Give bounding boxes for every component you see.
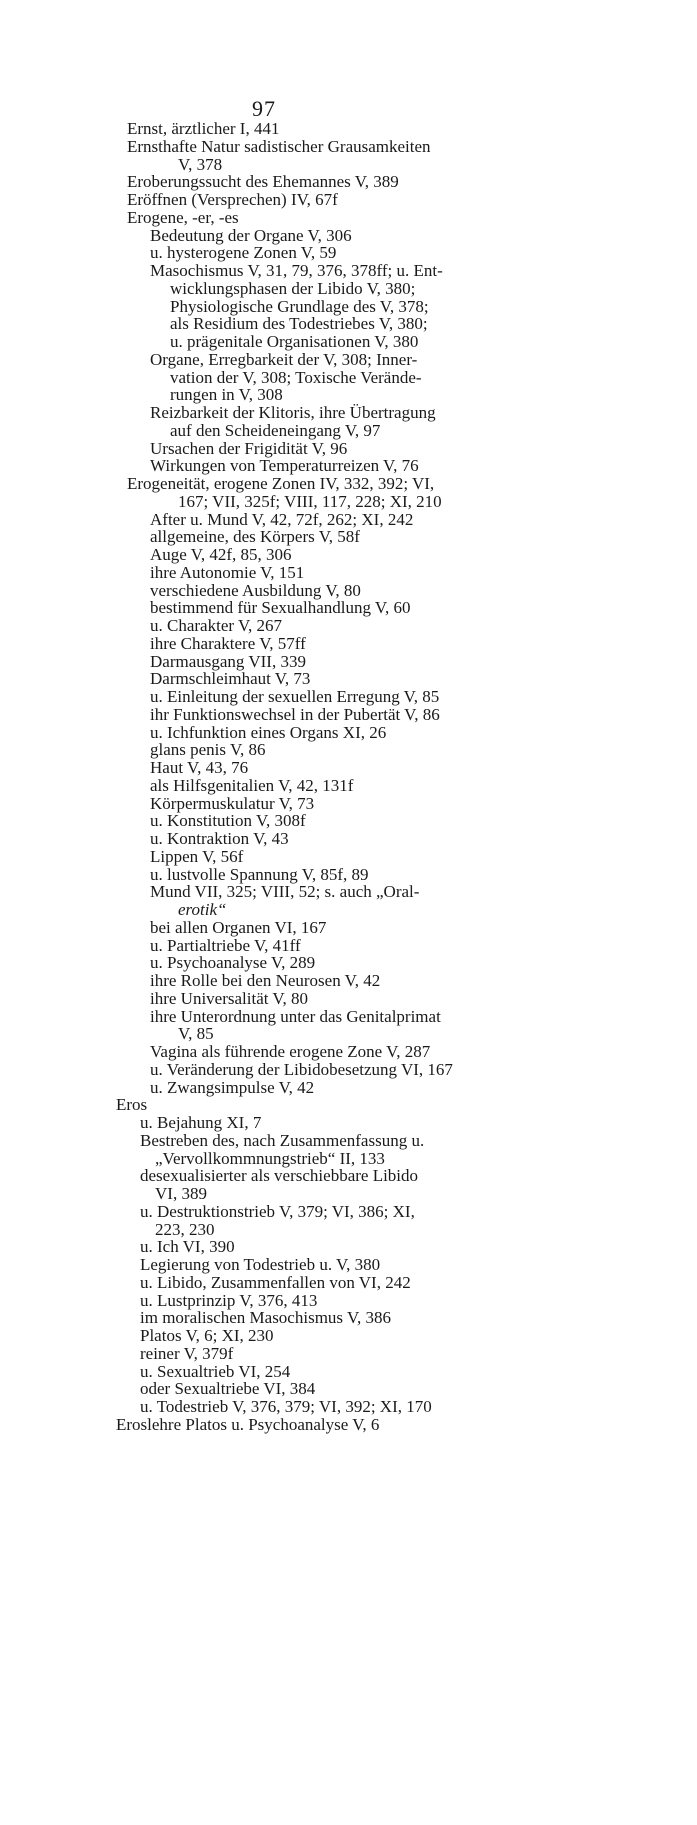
index-entry: verschiedene Ausbildung V, 80 — [150, 580, 361, 600]
index-entry: Ernsthafte Natur sadistischer Grausamkeiten — [127, 136, 431, 156]
index-entry: u. Konstitution V, 308f — [150, 811, 306, 831]
index-entry: Körpermuskulatur V, 73 — [150, 793, 315, 813]
index-entry: Platos V, 6; XI, 230 — [140, 1326, 274, 1345]
index-entry: Ursachen der Frigidität V, 96 — [150, 438, 348, 458]
index-entry: glans penis V, 86 — [150, 740, 266, 760]
index-entry: ihre Autonomie V, 151 — [150, 562, 305, 582]
index-entry: u. Todestrieb V, 376, 379; VI, 392; XI, 170 — [140, 1397, 432, 1416]
index-entry: u. Veränderung der Libidobesetzung VI, 167 — [150, 1059, 453, 1079]
index-entry: ihre Universalität V, 80 — [150, 988, 309, 1008]
index-entry: als Hilfsgenitalien V, 42, 131f — [150, 775, 354, 795]
index-entry: u. Zwangsimpulse V, 42 — [150, 1077, 315, 1097]
index-entry: ihre Rolle bei den Neurosen V, 42 — [150, 971, 381, 990]
index-entry: Eröffnen (Versprechen) IV, 67f — [127, 190, 338, 209]
index-entry: u. lustvolle Spannung V, 85f, 89 — [150, 864, 369, 884]
index-entry: 223, 230 — [155, 1219, 215, 1239]
index-entry: u. Lustprinzip V, 376, 413 — [140, 1290, 318, 1310]
index-entry: Eroberungssucht des Ehemannes V, 389 — [127, 172, 399, 192]
index-entry: Lippen V, 56f — [150, 846, 244, 866]
index-entry: Erogeneität, erogene Zonen IV, 332, 392; VI, — [127, 474, 435, 493]
index-entry: Bestreben des, nach Zusammenfassung u. — [140, 1130, 425, 1150]
index-entry: u. Charakter V, 267 — [150, 616, 283, 635]
index-entry: Erogene, -er, -es — [127, 207, 239, 227]
index-entry: u. Sexualtrieb VI, 254 — [140, 1361, 291, 1381]
index-entry: VI, 389 — [155, 1184, 207, 1203]
index-entry: Wirkungen von Temperaturreizen V, 76 — [150, 456, 419, 476]
index-entry: desexualisierter als verschiebbare Libido — [140, 1166, 419, 1186]
index-entry: als Residium des Todestriebes V, 380; — [170, 314, 428, 334]
index-list — [0, 120, 697, 1434]
index-entry: u. Ich VI, 390 — [140, 1237, 235, 1257]
index-entry: u. Libido, Zusammenfallen von VI, 242 — [140, 1272, 411, 1292]
index-entry: im moralischen Masochismus V, 386 — [140, 1308, 392, 1328]
index-entry: Masochismus V, 31, 79, 376, 378ff; u. Ent- — [150, 261, 443, 280]
index-entry: u. Bejahung XI, 7 — [140, 1113, 262, 1132]
index-entry: After u. Mund V, 42, 72f, 262; XI, 242 — [150, 509, 414, 529]
index-entry: Bedeutung der Organe V, 306 — [150, 225, 352, 245]
index-entry: u. Partialtriebe V, 41ff — [150, 935, 301, 955]
index-entry: „Vervollkommnungstrieb“ II, 133 — [155, 1148, 385, 1168]
index-entry: u. Kontraktion V, 43 — [150, 829, 289, 848]
index-entry: u. Ichfunktion eines Organs XI, 26 — [150, 722, 387, 742]
index-entry: rungen in V, 308 — [170, 385, 283, 405]
index-entry: auf den Scheideneingang V, 97 — [170, 420, 381, 440]
index-entry: wicklungsphasen der Libido V, 380; — [170, 278, 416, 298]
page-number: 97 — [252, 96, 276, 121]
index-entry: Mund VII, 325; VIII, 52; s. auch „Oral- — [150, 882, 420, 902]
index-entry: Darmschleimhaut V, 73 — [150, 669, 311, 689]
index-entry: Physiologische Grundlage des V, 378; — [170, 296, 429, 316]
index-entry: u. Destruktionstrieb V, 379; VI, 386; XI, — [140, 1201, 415, 1221]
index-entry: allgemeine, des Körpers V, 58f — [150, 527, 360, 547]
index-entry: vation der V, 308; Toxische Verände- — [170, 367, 422, 387]
index-entry: oder Sexualtriebe VI, 384 — [140, 1379, 316, 1399]
index-entry: Darmausgang VII, 339 — [150, 651, 306, 671]
index-entry: u. Psychoanalyse V, 289 — [150, 953, 316, 973]
index-entry: Organe, Erregbarkeit der V, 308; Inner- — [150, 349, 418, 369]
index-entry: bei allen Organen VI, 167 — [150, 917, 327, 937]
index-entry: ihre Unterordnung unter das Genitalprimat — [150, 1006, 441, 1026]
index-entry: u. Einleitung der sexuellen Erregung V, 85 — [150, 687, 440, 706]
index-entry: Vagina als führende erogene Zone V, 287 — [150, 1042, 431, 1061]
index-entry: erotik“ — [178, 900, 227, 919]
index-entry: V, 378 — [178, 154, 223, 174]
index-entry: Reizbarkeit der Klitoris, ihre Übertragung — [150, 403, 436, 422]
index-entry: u. hysterogene Zonen V, 59 — [150, 243, 337, 263]
index-entry: Legierung von Todestrieb u. V, 380 — [140, 1255, 381, 1274]
index-entry: Eros — [116, 1095, 148, 1115]
index-entry: bestimmend für Sexualhandlung V, 60 — [150, 598, 411, 618]
index-entry: Haut V, 43, 76 — [150, 758, 249, 777]
index-entry: u. prägenitale Organisationen V, 380 — [170, 332, 419, 351]
index-entry: Ernst, ärztlicher I, 441 — [127, 119, 280, 138]
index-entry: ihre Charaktere V, 57ff — [150, 633, 306, 653]
index-entry: Auge V, 42f, 85, 306 — [150, 545, 292, 564]
index-entry: V, 85 — [178, 1024, 214, 1044]
index-entry: Eroslehre Platos u. Psychoanalyse V, 6 — [116, 1414, 380, 1434]
index-entry: ihr Funktionswechsel in der Pubertät V, 86 — [150, 704, 440, 724]
index-entry: reiner V, 379f — [140, 1343, 234, 1363]
index-entry: 167; VII, 325f; VIII, 117, 228; XI, 210 — [178, 491, 442, 511]
